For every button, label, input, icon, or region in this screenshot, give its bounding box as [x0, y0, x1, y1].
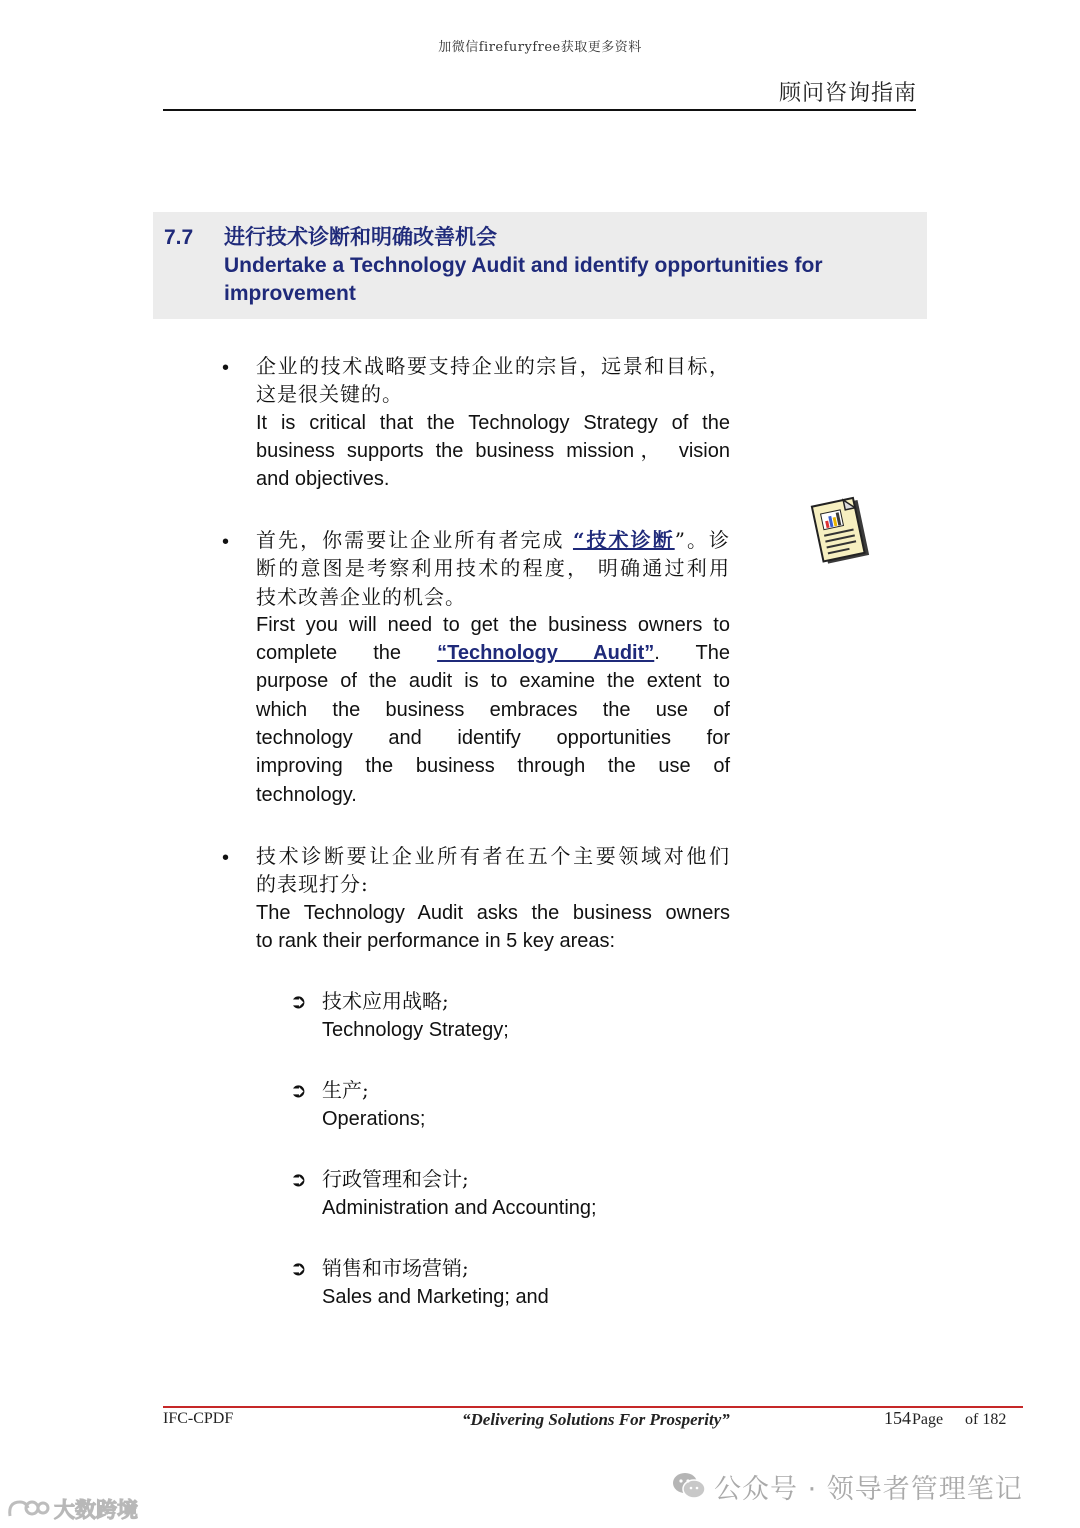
p3-en-line1: The Technology Audit asks the business owners	[256, 901, 730, 924]
footer-page-total: of 182	[965, 1411, 1007, 1428]
technology-audit-link-en[interactable]: “Technology Audit”	[437, 642, 655, 665]
top-watermark-note: 加微信firefuryfree获取更多资料	[438, 40, 642, 55]
wechat-watermark-text: 公众号 · 领导者管理笔记	[714, 1473, 1023, 1505]
p2-en-line2-b: . The	[654, 642, 730, 665]
p2-zh-line1-a: 首先，你需要让企业所有者完成	[256, 528, 573, 552]
brand-logo-icon	[6, 1496, 50, 1522]
p2-en-line6: improving the business through the use of	[256, 755, 730, 778]
arrow-bullet-4: ➲	[290, 1258, 307, 1280]
area-2-zh: 生产;	[322, 1078, 369, 1102]
area-2-en: Operations;	[322, 1108, 426, 1130]
area-4-zh: 销售和市场营销;	[322, 1256, 469, 1280]
p1-en-line3: and objectives.	[256, 468, 390, 491]
area-1-en: Technology Strategy;	[322, 1019, 509, 1041]
bullet-1: •	[222, 357, 230, 379]
corner-watermark-text: 大数跨境	[54, 1498, 138, 1522]
footer-page-label: Page	[912, 1411, 944, 1428]
area-3-en: Administration and Accounting;	[322, 1197, 597, 1219]
arrow-bullet-1: ➲	[290, 991, 307, 1013]
p1-en-line2: business supports the business mission， vision	[256, 439, 730, 462]
p2-zh-line3: 技术改善企业的机会。	[256, 584, 466, 609]
paragraph-3	[256, 842, 730, 955]
arrow-bullet-3: ➲	[290, 1169, 307, 1191]
p3-en-line2: to rank their performance in 5 key areas:	[256, 929, 616, 952]
p3-zh-line1: 技术诊断要让企业所有者在五个主要领域对他们	[256, 844, 730, 868]
corner-watermark	[6, 1494, 138, 1524]
area-4-en: Sales and Marketing; and	[322, 1286, 549, 1308]
p2-zh-line2: 断的意图是考察利用技术的程度， 明确通过利用	[256, 556, 730, 581]
paragraph-2	[256, 526, 730, 809]
footer-org: IFC-CPDF	[163, 1410, 234, 1427]
document-chart-icon	[806, 496, 878, 570]
paragraph-1	[256, 352, 730, 493]
area-item-3	[322, 1165, 597, 1223]
section-title-en-line1: Undertake a Technology Audit and identify opportunities for	[224, 254, 823, 277]
area-3-zh: 行政管理和会计;	[322, 1167, 469, 1191]
area-item-4	[322, 1254, 549, 1312]
arrow-bullet-2: ➲	[290, 1080, 307, 1102]
p1-en-line1: It is critical that the Technology Strategy of the	[256, 411, 730, 434]
p2-en-line1: First you will need to get the business owners to	[256, 613, 730, 636]
p2-en-line2	[256, 639, 730, 667]
p1-zh-line1: 企业的技术战略要支持企业的宗旨，远景和目标，	[256, 354, 730, 378]
p3-zh-line2: 的表现打分:	[256, 872, 369, 897]
footer-slogan: “Delivering Solutions For Prosperity”	[462, 1410, 730, 1429]
p2-en-line5: technology and identify opportunities for	[256, 727, 730, 750]
technology-audit-link-zh[interactable]: “技术诊断	[572, 528, 675, 552]
p2-zh-line1-b: ”。诊	[674, 528, 730, 552]
p2-en-line4: which the business embraces the use of	[256, 698, 730, 721]
section-title-zh: 进行技术诊断和明确改善机会	[224, 226, 497, 249]
section-number: 7.7	[164, 226, 194, 249]
section-title-en-line2: improvement	[224, 282, 356, 305]
wechat-watermark	[672, 1466, 1023, 1506]
footer-page-number: 154	[884, 1408, 911, 1428]
wechat-icon	[672, 1471, 706, 1501]
p2-en-line7: technology.	[256, 783, 357, 806]
p1-zh-line2: 这是很关键的。	[256, 382, 403, 407]
area-1-zh: 技术应用战略;	[322, 989, 449, 1013]
bullet-3: •	[222, 847, 230, 869]
area-item-2	[322, 1076, 425, 1134]
bullet-2: •	[222, 531, 230, 553]
header-divider	[163, 109, 916, 111]
area-item-1	[322, 987, 509, 1045]
header-title: 顾问咨询指南	[778, 81, 917, 106]
p2-en-line2-a: complete the	[256, 642, 438, 665]
p2-en-line3: purpose of the audit is to examine the extent to	[256, 670, 730, 693]
p2-zh-line1	[256, 526, 730, 554]
